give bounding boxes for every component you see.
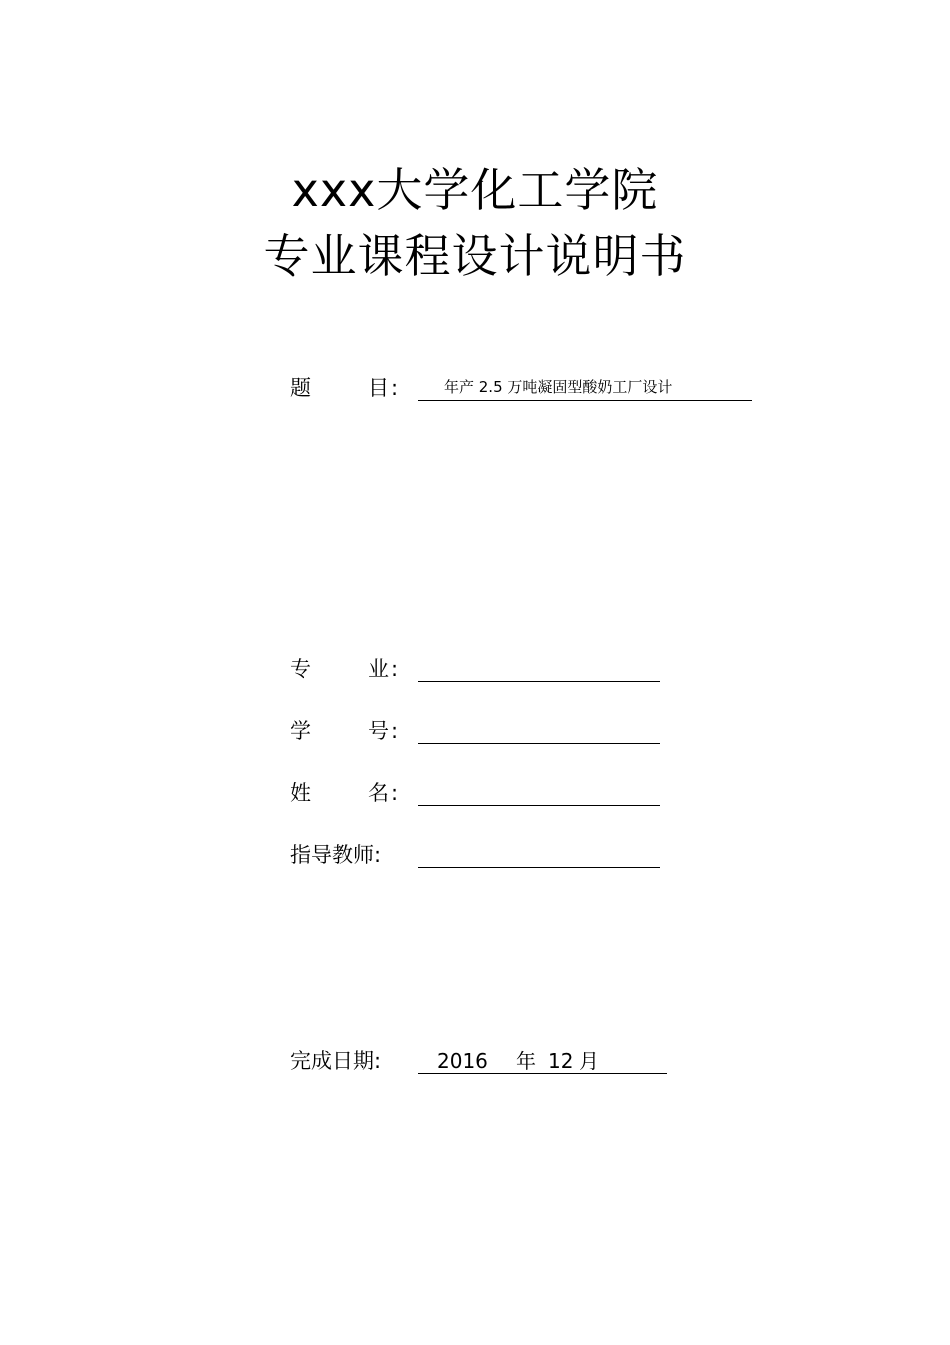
major-underline [418, 680, 660, 682]
document-title-subject: 专业课程设计说明书 [263, 229, 687, 283]
advisor-underline [418, 866, 660, 868]
name-label-colon: : [391, 781, 399, 805]
completion-date-year-suffix: 年 [516, 1049, 536, 1073]
topic-label-colon: : [391, 376, 399, 400]
completion-date-month-suffix: 月 [579, 1049, 599, 1073]
student-id-label-colon: : [391, 719, 399, 743]
topic-value: 年产 2.5 万吨凝固型酸奶工厂设计 [444, 378, 673, 396]
major-label-colon: : [391, 657, 399, 681]
name-label-char-1: 姓 [290, 781, 311, 805]
completion-date-underline [418, 1072, 667, 1074]
student-id-label-char-1: 学 [290, 719, 311, 743]
document-title-institution: xxx大学化工学院 [291, 163, 659, 217]
completion-date-year: 2016 [437, 1049, 488, 1073]
student-id-label-char-2: 号 [368, 719, 389, 743]
name-label-char-2: 名 [368, 781, 389, 805]
completion-date-month: 12 [548, 1049, 574, 1073]
major-label-char-2: 业 [368, 657, 389, 681]
name-underline [418, 804, 660, 806]
topic-label-char-2: 目 [368, 376, 389, 400]
completion-date-label: 完成日期: [290, 1049, 382, 1073]
major-label-char-1: 专 [290, 657, 311, 681]
topic-label-char-1: 题 [290, 376, 311, 400]
topic-underline [418, 399, 752, 401]
student-id-underline [418, 742, 660, 744]
advisor-label: 指导教师: [290, 843, 382, 867]
